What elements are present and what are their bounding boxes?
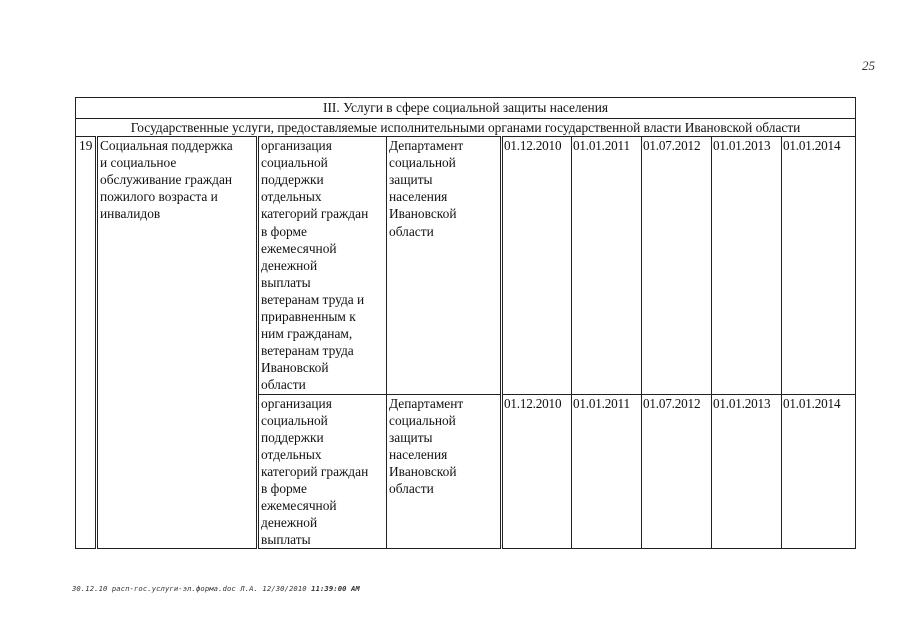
organization-line: Департамент xyxy=(389,138,464,154)
description-line: отдельных xyxy=(261,446,322,462)
description-line: приравненным к xyxy=(261,309,356,325)
description-line: области xyxy=(261,377,306,393)
table-row xyxy=(76,137,856,394)
organization-line: населения xyxy=(389,189,448,205)
description-line: Ивановской xyxy=(261,360,329,376)
footer-date: 30.12.10 xyxy=(72,584,108,593)
service-name-line: инвалидов xyxy=(100,206,161,222)
subsection-title-row xyxy=(76,119,856,137)
description-line: социальной xyxy=(261,155,328,171)
footer-timestamp-time: 11:39:00 AM xyxy=(311,584,360,593)
stage-date-5: 01.01.2014 xyxy=(782,137,856,394)
stage-date-5: 01.01.2014 xyxy=(782,394,856,549)
stage-date-3: 01.07.2012 xyxy=(642,394,712,549)
description-line: ежемесячной xyxy=(261,240,337,256)
organization-line: социальной xyxy=(389,412,456,428)
description-line: ветеранам труда и xyxy=(261,291,365,307)
stage-date-4: 01.01.2013 xyxy=(712,394,782,549)
document-footer xyxy=(72,584,360,593)
stage-date-4: 01.01.2013 xyxy=(712,137,782,394)
description-line: денежной xyxy=(261,515,318,531)
organization-line: Ивановской xyxy=(389,206,457,222)
description-line: категорий граждан xyxy=(261,206,369,222)
organization-line: области xyxy=(389,223,434,239)
row-number: 19 xyxy=(76,137,97,549)
responsible-organization xyxy=(387,137,502,394)
description-line: поддержки xyxy=(261,429,324,445)
description-line: социальной xyxy=(261,412,328,428)
footer-timestamp-date: 12/30/2010 xyxy=(262,584,307,593)
organization-line: Департамент xyxy=(389,395,464,411)
organization-line: населения xyxy=(389,446,448,462)
description-line: выплаты xyxy=(261,274,311,290)
organization-line: защиты xyxy=(389,429,433,445)
description-line: в форме xyxy=(261,223,307,239)
service-description xyxy=(258,394,387,549)
organization-line: социальной xyxy=(389,155,456,171)
organization-line: защиты xyxy=(389,172,433,188)
footer-filename: расп-гос.услуги-эл.форма.doc xyxy=(111,584,236,593)
service-name-line: и социальное xyxy=(100,155,177,171)
page-number: 25 xyxy=(862,58,875,73)
subsection-title: Государственные услуги, предоставляемые исполнительными органами государственной власти Ивановской области xyxy=(76,119,856,137)
service-description xyxy=(258,137,387,394)
description-line: поддержки xyxy=(261,172,324,188)
description-line: организация xyxy=(261,138,332,154)
stage-date-3: 01.07.2012 xyxy=(642,137,712,394)
description-line: организация xyxy=(261,395,332,411)
responsible-organization xyxy=(387,394,502,549)
service-name-line: обслуживание граждан xyxy=(100,172,233,188)
description-line: в форме xyxy=(261,480,307,496)
description-line: ежемесячной xyxy=(261,498,337,514)
section-title: III. Услуги в сфере социальной защиты населения xyxy=(76,98,856,119)
description-line: выплаты xyxy=(261,532,311,548)
stage-date-2: 01.01.2011 xyxy=(572,137,642,394)
stage-date-1: 01.12.2010 xyxy=(502,137,572,394)
section-title-row xyxy=(76,98,856,119)
description-line: отдельных xyxy=(261,189,322,205)
services-table xyxy=(75,97,856,549)
description-line: категорий граждан xyxy=(261,463,369,479)
stage-date-1: 01.12.2010 xyxy=(502,394,572,549)
footer-initials: Л.А. xyxy=(240,584,258,593)
description-line: ним гражданам, xyxy=(261,326,353,342)
organization-line: области xyxy=(389,480,434,496)
service-name-line: Социальная поддержка xyxy=(100,138,233,154)
service-name-line: пожилого возраста и xyxy=(100,189,218,205)
description-line: ветеранам труда xyxy=(261,343,354,359)
organization-line: Ивановской xyxy=(389,463,457,479)
description-line: денежной xyxy=(261,257,318,273)
stage-date-2: 01.01.2011 xyxy=(572,394,642,549)
service-name xyxy=(97,137,258,549)
